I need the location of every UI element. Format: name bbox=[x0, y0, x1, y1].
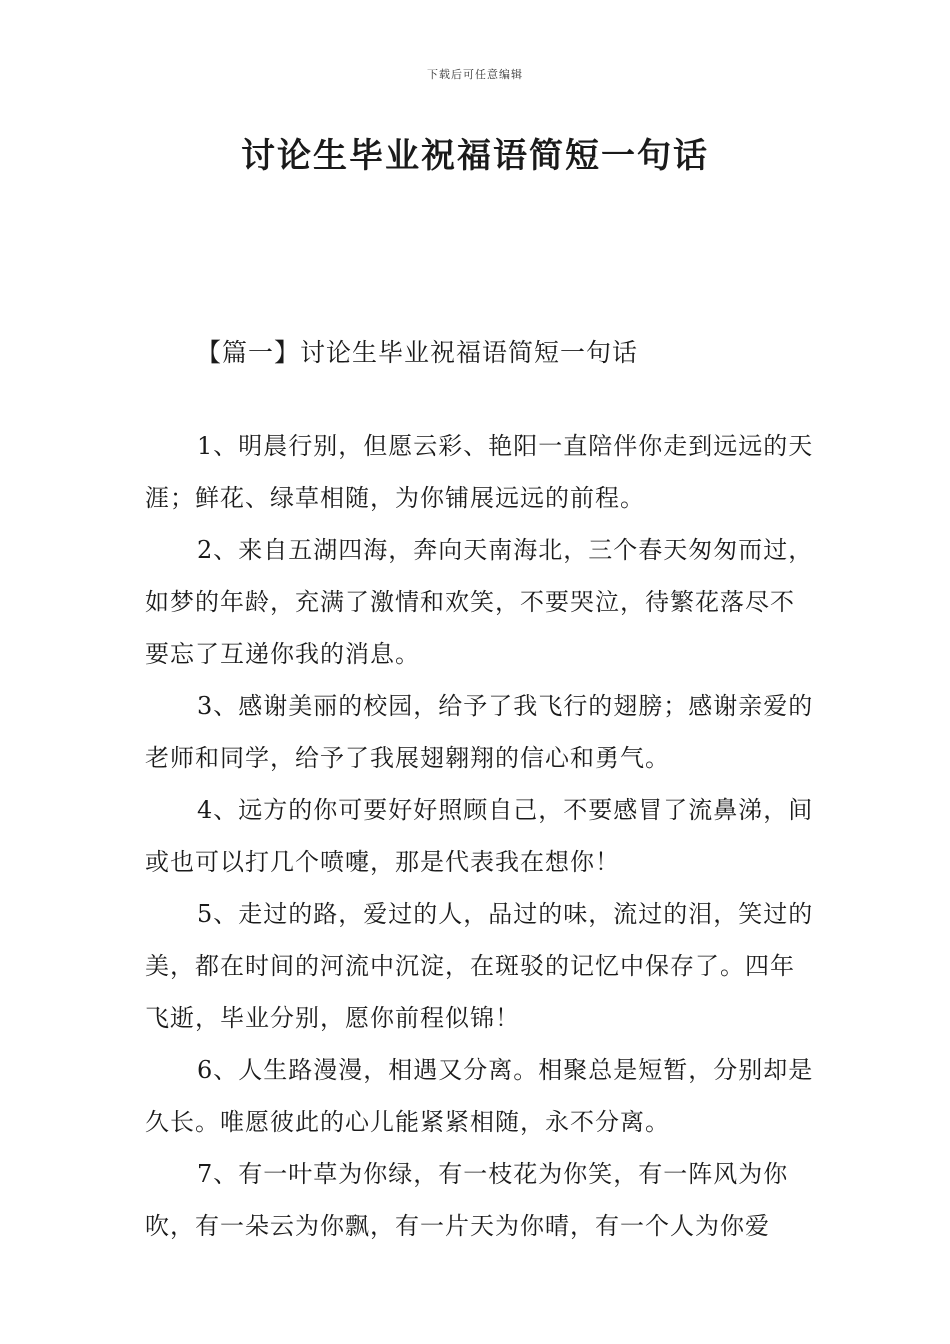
paragraph-4: 4、远方的你可要好好照顾自己，不要感冒了流鼻涕，间或也可以打几个喷嚏，那是代表我在想你！ bbox=[145, 796, 814, 876]
paragraph-5: 5、走过的路，爱过的人，品过的味，流过的泪，笑过的美，都在时间的河流中沉淀，在斑驳的记忆中保存了。四年飞逝，毕业分别，愿你前程似锦！ bbox=[145, 900, 814, 1032]
paragraph-3: 3、感谢美丽的校园，给予了我飞行的翅膀；感谢亲爱的老师和同学，给予了我展翅翱翔的信心和勇气。 bbox=[145, 692, 814, 772]
paragraph-7: 7、有一叶草为你绿，有一枝花为你笑，有一阵风为你吹，有一朵云为你飘，有一片天为你晴，有一个人为你爱 bbox=[145, 1160, 789, 1240]
paragraph-1: 1、明晨行别，但愿云彩、艳阳一直陪伴你走到远远的天涯；鲜花、绿草相随，为你铺展远远的前程。 bbox=[145, 432, 814, 512]
paragraph-2: 2、来自五湖四海，奔向天南海北，三个春天匆匆而过，如梦的年龄，充满了激情和欢笑，不要哭泣，待繁花落尽不要忘了互递你我的消息。 bbox=[145, 536, 814, 668]
section-heading: 【篇一】讨论生毕业祝福语简短一句话 bbox=[196, 338, 639, 367]
header-note: 下载后可任意编辑 bbox=[427, 68, 523, 81]
document-title: 讨论生毕业祝福语简短一句话 bbox=[241, 136, 709, 176]
paragraph-6: 6、人生路漫漫，相遇又分离。相聚总是短暂，分别却是久长。唯愿彼此的心儿能紧紧相随，永不分离。 bbox=[145, 1056, 814, 1136]
document-body bbox=[145, 420, 815, 1252]
